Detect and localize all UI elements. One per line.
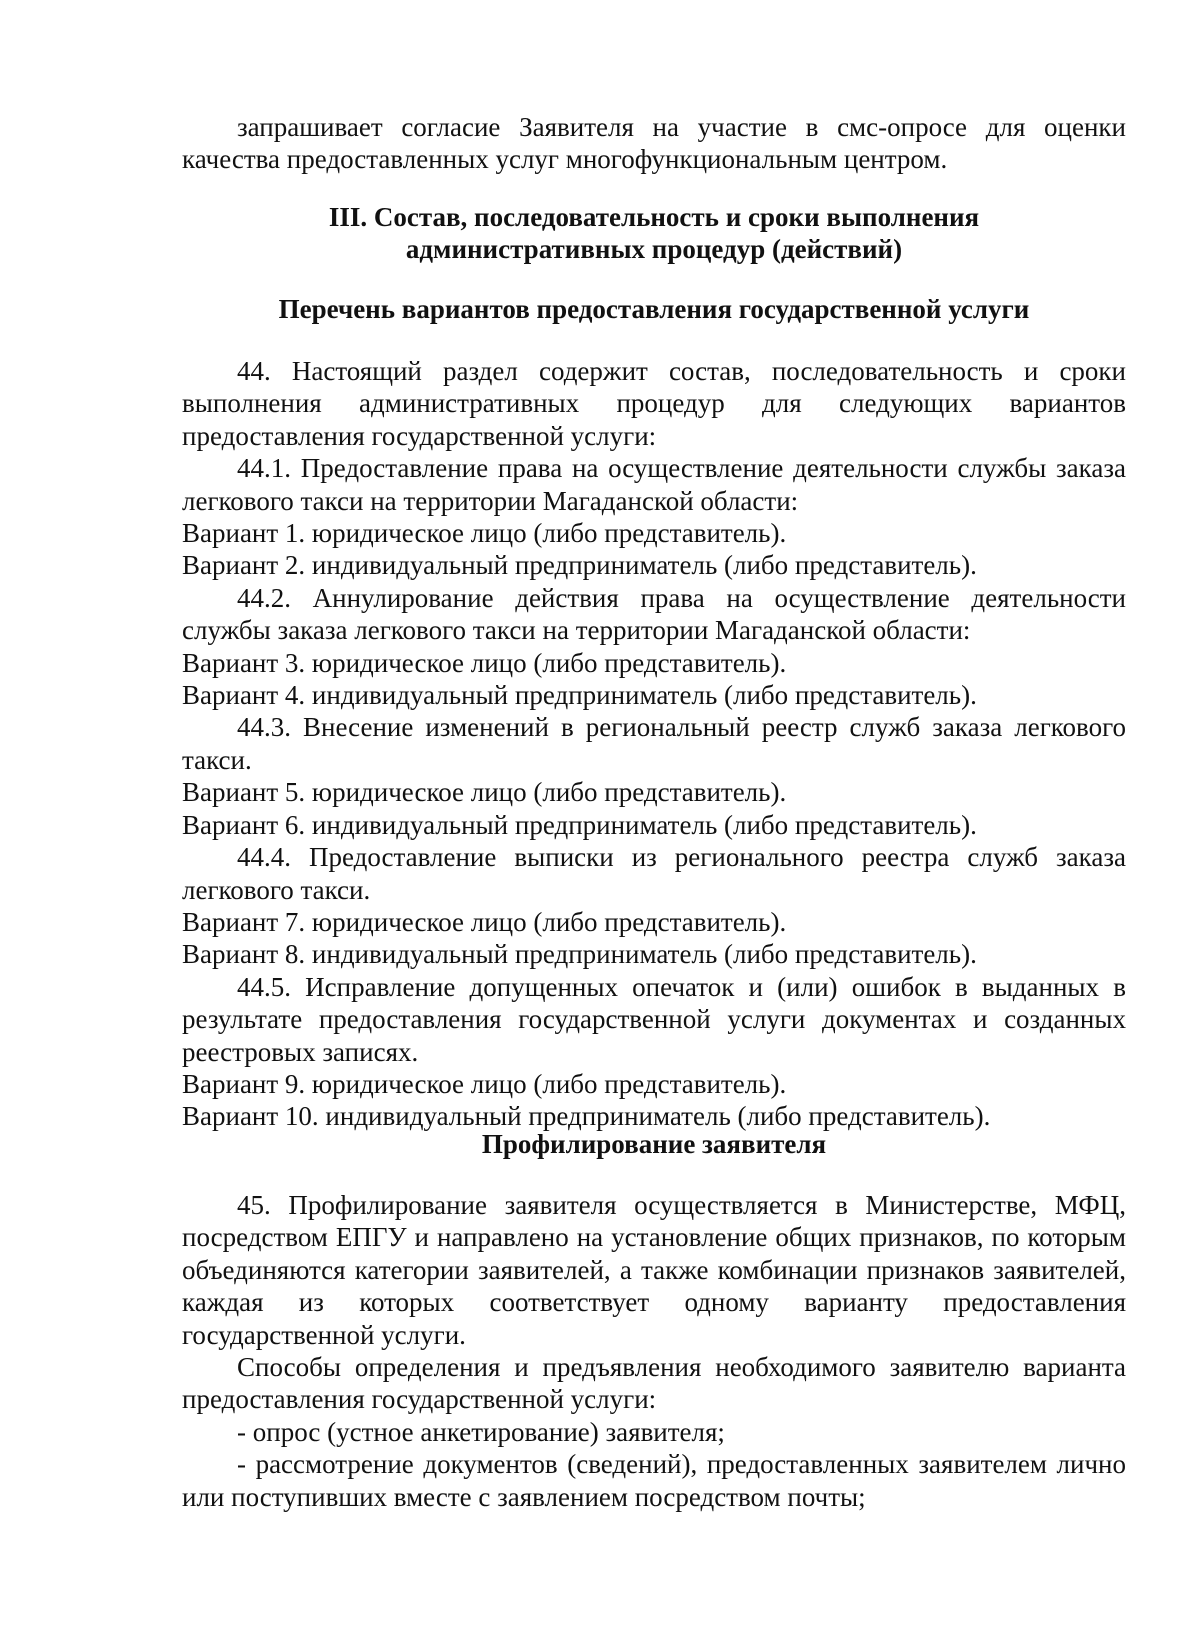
bullet-survey: - опрос (устное анкетирование) заявителя; bbox=[237, 1416, 725, 1447]
paragraph-44: 44. Настоящий раздел содержит состав, последовательность и сроки выполнения административных процедур для следующих вариантов предоставления государственной услуги: bbox=[182, 356, 1126, 451]
variant-1: Вариант 1. юридическое лицо (либо представитель). bbox=[182, 518, 787, 549]
section-3-heading bbox=[182, 201, 1126, 266]
variants-subheading-block bbox=[182, 293, 1126, 325]
variant-7: Вариант 7. юридическое лицо (либо представитель). bbox=[182, 906, 787, 937]
paragraph-45: 45. Профилирование заявителя осуществляется в Министерстве, МФЦ, посредством ЕПГУ и направлено на установление общих признаков, по которым объединяются категории заявителей, а также комбинации признаков заявителей, каждая из которых соответствует одному варианту предоставления государственной услуги. bbox=[182, 1190, 1126, 1350]
variant-10: Вариант 10. индивидуальный предприниматель (либо представитель). bbox=[182, 1101, 991, 1132]
paragraph-44-4: 44.4. Предоставление выписки из регионального реестра служб заказа легкового такси. bbox=[182, 842, 1126, 905]
section-3-title-line-2: административных процедур (действий) bbox=[405, 234, 903, 265]
variant-5: Вариант 5. юридическое лицо (либо представитель). bbox=[182, 777, 787, 808]
profiling-heading-block bbox=[182, 1128, 1126, 1160]
variants-subheading: Перечень вариантов предоставления государственной услуги bbox=[278, 294, 1030, 324]
bullet-documents: - рассмотрение документов (сведений), предоставленных заявителем лично или поступивших вместе с заявлением посредством почты; bbox=[182, 1449, 1126, 1512]
variant-3: Вариант 3. юридическое лицо (либо представитель). bbox=[182, 647, 787, 678]
section-3-title-line-1: III. Состав, последовательность и сроки выполнения bbox=[328, 202, 980, 232]
variant-2: Вариант 2. индивидуальный предприниматель (либо представитель). bbox=[182, 550, 977, 581]
profiling-block bbox=[182, 1189, 1126, 1513]
paragraph-44-5: 44.5. Исправление допущенных опечаток и (или) ошибок в выданных в результате предоставления государственной услуги документах и созданных реестровых записях. bbox=[182, 971, 1126, 1067]
profiling-heading: Профилирование заявителя bbox=[481, 1129, 827, 1159]
paragraph-44-2: 44.2. Аннулирование действия права на осуществление деятельности службы заказа легкового такси на территории Магаданской области: bbox=[182, 582, 1126, 646]
variant-8: Вариант 8. индивидуальный предприниматель (либо представитель). bbox=[182, 939, 977, 970]
intro-paragraph: запрашивает согласие Заявителя на участие в смс-опросе для оценки качества предоставленных услуг многофункциональным центром. bbox=[182, 112, 1126, 175]
variant-6: Вариант 6. индивидуальный предприниматель (либо представитель). bbox=[182, 809, 977, 840]
paragraph-44-1: 44.1. Предоставление права на осуществление деятельности службы заказа легкового такси на территории Магаданской области: bbox=[182, 453, 1126, 516]
variants-block bbox=[182, 355, 1126, 1133]
variant-4: Вариант 4. индивидуальный предприниматель (либо представитель). bbox=[182, 680, 977, 711]
variant-9: Вариант 9. юридическое лицо (либо представитель). bbox=[182, 1068, 787, 1099]
intro-block bbox=[182, 111, 1126, 176]
methods-paragraph: Способы определения и предъявления необходимого заявителю варианта предоставления государственной услуги: bbox=[182, 1352, 1126, 1415]
paragraph-44-3: 44.3. Внесение изменений в региональный реестр служб заказа легкового такси. bbox=[182, 712, 1126, 775]
